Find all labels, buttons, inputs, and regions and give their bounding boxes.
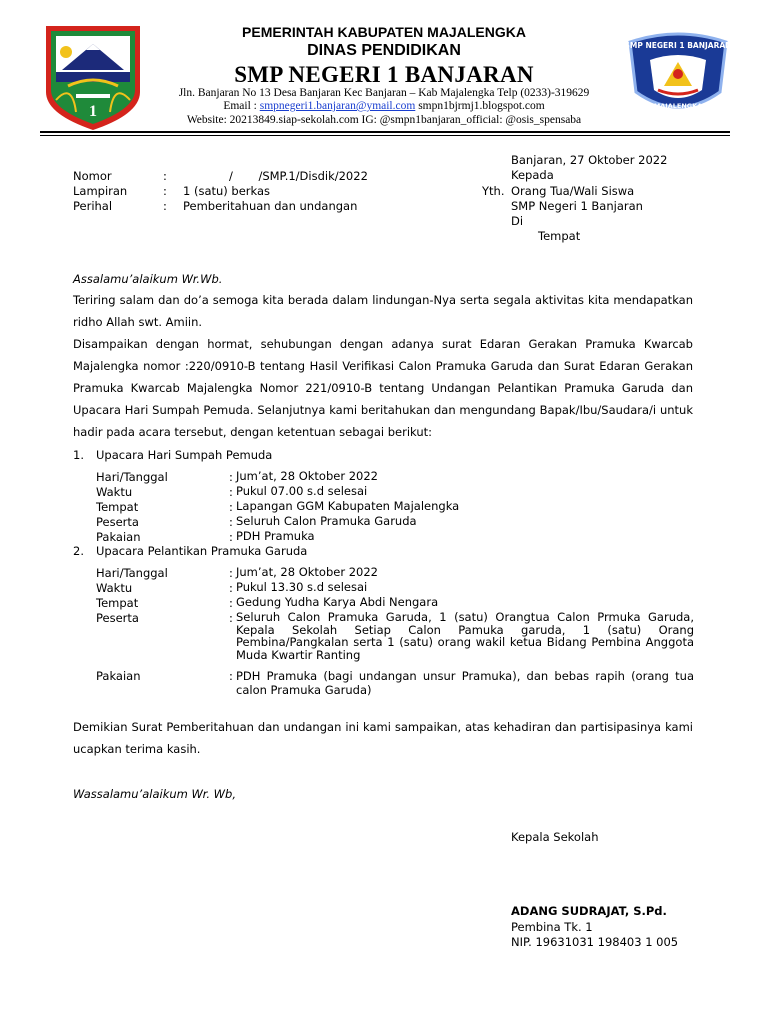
colon: :: [229, 530, 233, 544]
di: Di: [511, 214, 524, 228]
event-1-time-label: Waktu: [96, 485, 133, 499]
header-website: Website: 20213849.siap-sekolah.com IG: @smpn1banjaran_official: @osis_spensaba: [186, 114, 582, 126]
signer-name: ADANG SUDRAJAT, S.Pd.: [511, 904, 667, 918]
event-1-place-value: Lapangan GGM Kabupaten Majalengka: [236, 499, 460, 513]
colon: :: [229, 611, 233, 625]
greeting: Assalamu’alaikum Wr.Wb.: [73, 272, 223, 286]
recipient-line-2: SMP Negeri 1 Banjaran: [511, 199, 643, 213]
yth-label: Yth.: [482, 184, 505, 198]
svg-text:1: 1: [89, 103, 97, 120]
lampiran-value: 1 (satu) berkas: [183, 184, 271, 198]
header-contact: [0, 100, 768, 112]
event-2-participants-value: Seluruh Calon Pramuka Garuda, 1 (satu) Orangtua Calon Prmuka Garuda, Kepala Sekolah Setiap Calon Pamuka garuda, 1 (satu) Orang Pembina/Pangkalan serta 1 (satu) orang wakil ketua Bidang Pembina Anggota Muda Kwartir Ranting: [236, 610, 694, 663]
header-address: Jln. Banjaran No 13 Desa Banjaran Kec Banjaran – Kab Majalengka Telp (0233)-319629: [178, 87, 590, 99]
closing-paragraph: Demikian Surat Pemberitahuan dan undangan ini kami sampaikan, atas kehadiran dan partisipasinya kami ucapkan terima kasih.: [73, 720, 693, 756]
event-1-date-label: Hari/Tanggal: [96, 470, 168, 484]
recipient-line-1: Orang Tua/Wali Siswa: [511, 184, 635, 198]
colon: :: [229, 596, 233, 610]
event-1-time-value: Pukul 07.00 s.d selesai: [236, 484, 368, 498]
colon: :: [229, 515, 233, 529]
nomor-label: Nomor: [73, 169, 112, 183]
event-2-place-value: Gedung Yudha Karya Abdi Nengara: [236, 595, 439, 609]
nomor-value: / /SMP.1/Disdik/2022: [229, 169, 368, 183]
event-2-dress-value: PDH Pramuka (bagi undangan unsur Pramuka), dan bebas rapih (orang tua calon Pramuka Garuda): [236, 669, 694, 697]
signer-rank: Pembina Tk. 1: [511, 920, 593, 934]
tempat: Tempat: [538, 229, 581, 243]
signer-nip: NIP. 19631031 198403 1 005: [511, 935, 679, 949]
header-school-name: SMP NEGERI 1 BANJARAN: [234, 62, 534, 87]
svg-text:MAJALENGKA: MAJALENGKA: [653, 102, 703, 110]
event-2-time-value: Pukul 13.30 s.d selesai: [236, 580, 368, 594]
header-government: PEMERINTAH KABUPATEN MAJALENGKA: [242, 24, 526, 40]
kepada: Kepada: [511, 168, 554, 182]
event-2-dress-label: Pakaian: [96, 669, 141, 683]
event-2-place-label: Tempat: [96, 596, 139, 610]
colon: :: [163, 199, 167, 213]
svg-text:SMP NEGERI 1 BANJARAN: SMP NEGERI 1 BANJARAN: [624, 41, 732, 50]
colon: :: [229, 500, 233, 514]
colon: :: [229, 581, 233, 595]
colon: :: [229, 485, 233, 499]
farewell: Wassalamu’alaikum Wr. Wb,: [73, 787, 236, 801]
colon: :: [229, 566, 233, 580]
header-department: DINAS PENDIDIKAN: [307, 42, 461, 59]
event-2-title: Upacara Pelantikan Pramuka Garuda: [96, 544, 308, 558]
paragraph-2: Disampaikan dengan hormat, sehubungan dengan adanya surat Edaran Gerakan Pramuka Kwarcab Majalengka nomor :220/0910-B tentang Hasil Verifikasi Calon Pramuka Garuda dan Surat Edaran Gerakan Pramuka Kwarcab Majalengka Nomor 221/0910-B tentang Undangan Pelantikan Pramuka Garuda dan Upacara Hari Sumpah Pemuda. Selanjutnya kami beritahukan dan mengundang Bapak/Ibu/Saudara/i untuk hadir pada acara tersebut, dengan ketentuan sebagai berikut:: [73, 337, 693, 439]
colon: :: [163, 169, 167, 183]
event-1-dress-value: PDH Pramuka: [236, 529, 315, 543]
email-link[interactable]: smpnegeri1.banjaran@ymail.com: [259, 100, 416, 112]
event-1-title: Upacara Hari Sumpah Pemuda: [96, 448, 273, 462]
colon: :: [229, 470, 233, 484]
perihal-label: Perihal: [73, 199, 113, 213]
event-1-participants-value: Seluruh Calon Pramuka Garuda: [236, 514, 417, 528]
blog-text: smpn1bjrmj1.blogspot.com: [415, 100, 545, 112]
event-1-place-label: Tempat: [96, 500, 139, 514]
event-2-date-value: Jum’at, 28 Oktober 2022: [236, 565, 378, 579]
email-label: Email :: [223, 100, 260, 112]
event-1-number: 1.: [73, 448, 84, 462]
paragraph-1: Teriring salam dan do’a semoga kita berada dalam lindungan-Nya serta segala aktivitas kita mendapatkan ridho Allah swt. Amiin.: [73, 293, 693, 329]
header-divider: [40, 131, 730, 133]
place-date: Banjaran, 27 Oktober 2022: [511, 153, 668, 167]
perihal-value: Pemberitahuan dan undangan: [183, 199, 358, 213]
colon: :: [163, 184, 167, 198]
event-2-participants-label: Peserta: [96, 611, 139, 625]
event-2-date-label: Hari/Tanggal: [96, 566, 168, 580]
event-1-dress-label: Pakaian: [96, 530, 141, 544]
lampiran-label: Lampiran: [73, 184, 128, 198]
event-1-date-value: Jum’at, 28 Oktober 2022: [236, 469, 378, 483]
colon: :: [229, 669, 233, 683]
event-1-participants-label: Peserta: [96, 515, 139, 529]
signer-title: Kepala Sekolah: [511, 830, 599, 844]
event-2-number: 2.: [73, 544, 84, 558]
header-divider-thin: [40, 135, 730, 136]
event-2-time-label: Waktu: [96, 581, 133, 595]
